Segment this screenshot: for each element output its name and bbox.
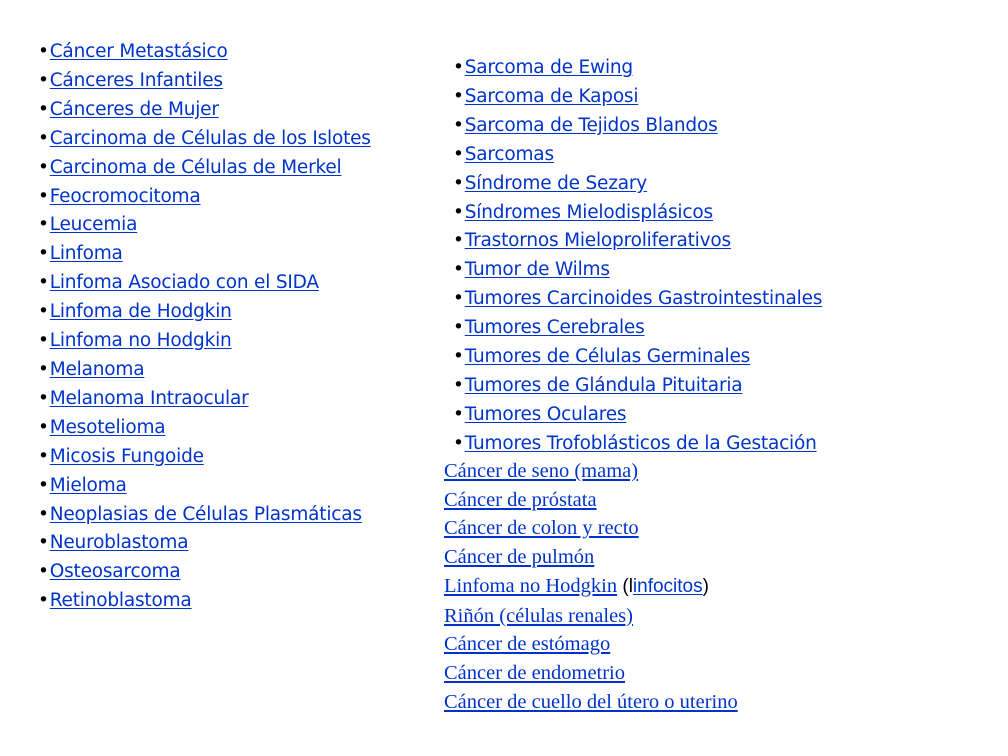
bullet: •	[453, 288, 464, 310]
link-tumores-celulas-germinales[interactable]: •Tumores de Células Germinales	[453, 343, 953, 372]
link-melanoma[interactable]: •Melanoma	[38, 356, 383, 385]
link-linfoma[interactable]: •Linfoma	[38, 240, 383, 269]
link-carcinoma-celulas-merkel[interactable]: •Carcinoma de Células de Merkel	[38, 154, 383, 183]
link-cancer-pulmon[interactable]: Cáncer de pulmón	[444, 546, 595, 569]
link-tumores-cerebrales[interactable]: •Tumores Cerebrales	[453, 314, 953, 343]
bullet: •	[38, 156, 49, 178]
bullet: •	[38, 301, 49, 323]
link-cancer-estomago[interactable]: Cáncer de estómago	[444, 633, 611, 656]
link-micosis-fungoide[interactable]: •Micosis Fungoide	[38, 443, 383, 472]
link-cancer-prostata[interactable]: Cáncer de próstata	[444, 488, 597, 511]
link-canceres-infantiles[interactable]: •Cánceres Infantiles	[38, 67, 383, 96]
bullet: •	[453, 403, 464, 425]
link-retinoblastoma[interactable]: •Retinoblastoma	[38, 587, 383, 616]
bullet: •	[453, 114, 464, 136]
bullet: •	[38, 243, 49, 265]
right-link-list	[453, 54, 953, 459]
bullet: •	[453, 432, 464, 454]
bullet: •	[453, 317, 464, 339]
bullet: •	[453, 85, 464, 107]
link-cancer-endometrio[interactable]: Cáncer de endometrio	[444, 661, 626, 684]
link-melanoma-intraocular[interactable]: •Melanoma Intraocular	[38, 385, 383, 414]
bullet: •	[453, 230, 464, 252]
link-sarcoma-ewing[interactable]: •Sarcoma de Ewing	[453, 54, 953, 83]
bullet: •	[38, 416, 49, 438]
bullet: •	[38, 474, 49, 496]
bullet: •	[38, 503, 49, 525]
bullet: •	[38, 445, 49, 467]
bullet: •	[38, 98, 49, 120]
bullet: •	[38, 330, 49, 352]
link-cancer-metastasico[interactable]: •Cáncer Metastásico	[38, 38, 383, 67]
link-cancer-cuello-utero[interactable]: Cáncer de cuello del útero o uterino	[444, 690, 738, 713]
link-neoplasias-celulas-plasmaticas[interactable]: •Neoplasias de Células Plasmáticas	[38, 501, 383, 530]
bullet: •	[38, 358, 49, 380]
bullet: •	[453, 172, 464, 194]
bullet: •	[38, 214, 49, 236]
link-mieloma[interactable]: •Mieloma	[38, 472, 383, 501]
bullet: •	[453, 143, 464, 165]
bullet: •	[453, 346, 464, 368]
link-leucemia[interactable]: •Leucemia	[38, 211, 383, 240]
bullet: •	[38, 41, 49, 62]
link-linfoma-sida[interactable]: •Linfoma Asociado con el SIDA	[38, 269, 383, 298]
link-tumores-glandula-pituitaria[interactable]: •Tumores de Glándula Pituitaria	[453, 372, 953, 401]
bullet: •	[38, 532, 49, 554]
link-sindrome-sezary[interactable]: •Síndrome de Sezary	[453, 170, 953, 199]
linfoma-paren-open: (l	[617, 575, 633, 597]
link-carcinoma-celulas-islotes[interactable]: •Carcinoma de Células de los Islotes	[38, 125, 383, 154]
link-rinon[interactable]: Riñón (células renales)	[444, 604, 633, 627]
link-neuroblastoma[interactable]: •Neuroblastoma	[38, 529, 383, 558]
link-osteosarcoma[interactable]: •Osteosarcoma	[38, 558, 383, 587]
link-linfoma-hodgkin[interactable]: •Linfoma de Hodgkin	[38, 298, 383, 327]
link-tumores-trofoblasticos[interactable]: •Tumores Trofoblásticos de la Gestación	[453, 430, 953, 459]
bullet: •	[38, 127, 49, 149]
link-canceres-de-mujer[interactable]: •Cánceres de Mujer	[38, 96, 383, 125]
link-sindromes-mielodisplasicos[interactable]: •Síndromes Mielodisplásicos	[453, 199, 953, 228]
link-linfoma-no-hodgkin[interactable]: •Linfoma no Hodgkin	[38, 327, 383, 356]
link-linfocitos[interactable]: infocitos	[632, 575, 703, 597]
bullet: •	[38, 590, 49, 612]
link-tumor-wilms[interactable]: •Tumor de Wilms	[453, 256, 953, 285]
link-sarcomas[interactable]: •Sarcomas	[453, 141, 953, 170]
link-cancer-seno[interactable]: Cáncer de seno (mama)	[444, 460, 639, 482]
right-serif-link-list	[444, 457, 964, 716]
bullet: •	[453, 259, 464, 281]
link-sarcoma-tejidos-blandos[interactable]: •Sarcoma de Tejidos Blandos	[453, 112, 953, 141]
bullet: •	[453, 201, 464, 223]
link-feocromocitoma[interactable]: •Feocromocitoma	[38, 183, 383, 212]
left-link-list	[38, 38, 383, 616]
bullet: •	[38, 561, 49, 583]
link-tumores-oculares[interactable]: •Tumores Oculares	[453, 401, 953, 430]
link-trastornos-mieloproliferativos[interactable]: •Trastornos Mieloproliferativos	[453, 227, 953, 256]
link-sarcoma-kaposi[interactable]: •Sarcoma de Kaposi	[453, 83, 953, 112]
bullet: •	[38, 272, 49, 294]
linfoma-row	[444, 572, 964, 602]
bullet: •	[38, 69, 49, 91]
link-tumores-carcinoides[interactable]: •Tumores Carcinoides Gastrointestinales	[453, 285, 953, 314]
bullet: •	[38, 387, 49, 409]
linfoma-paren-close: )	[702, 575, 709, 597]
link-linfoma-no-hodgkin-serif[interactable]: Linfoma no Hodgkin	[444, 574, 618, 597]
bullet: •	[453, 374, 464, 396]
link-mesotelioma[interactable]: •Mesotelioma	[38, 414, 383, 443]
bullet: •	[453, 57, 464, 78]
link-cancer-colon[interactable]: Cáncer de colon y recto	[444, 517, 639, 540]
bullet: •	[38, 185, 49, 207]
